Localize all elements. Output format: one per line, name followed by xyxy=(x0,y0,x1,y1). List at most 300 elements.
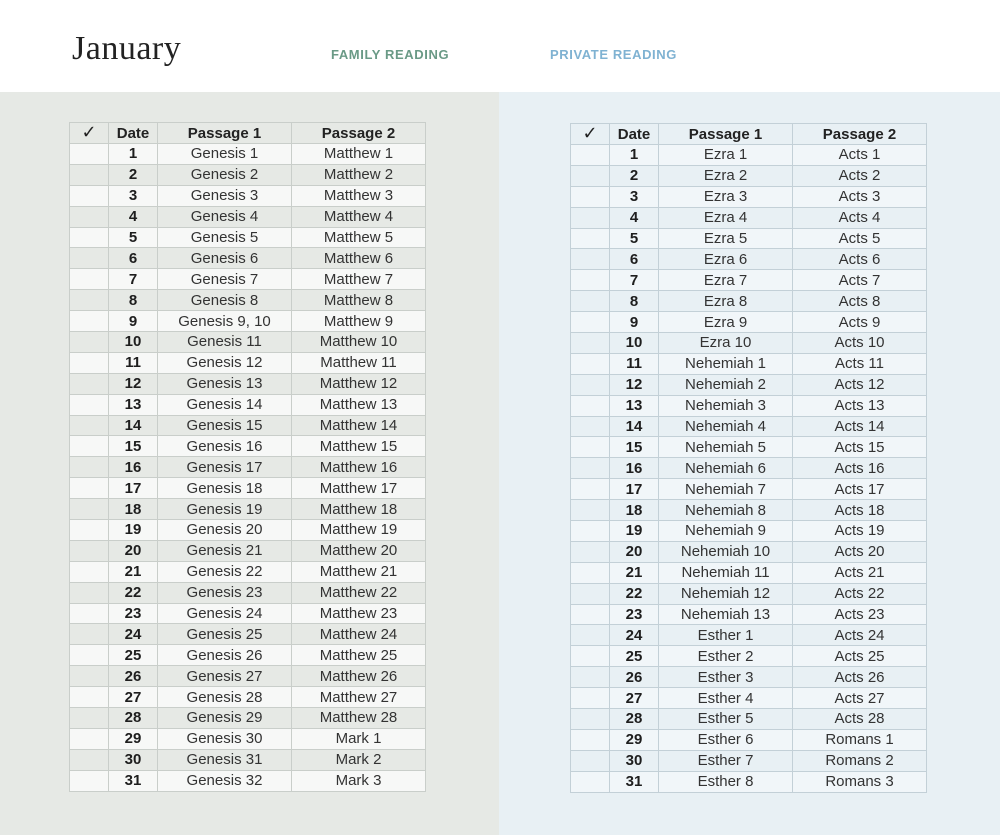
passage2-cell: Acts 1 xyxy=(793,145,927,166)
table-row xyxy=(571,353,927,374)
passage2-cell: Acts 20 xyxy=(793,541,927,562)
date-cell: 7 xyxy=(610,270,659,291)
passage1-cell: Ezra 8 xyxy=(659,291,793,312)
passage2-cell: Matthew 1 xyxy=(292,144,426,165)
check-column-header xyxy=(571,124,610,145)
month-title: January xyxy=(72,30,182,67)
checkbox-cell[interactable] xyxy=(571,771,610,792)
table-row xyxy=(571,374,927,395)
checkbox-cell[interactable] xyxy=(70,770,109,791)
passage2-cell: Matthew 18 xyxy=(292,499,426,520)
table-header-row xyxy=(571,124,927,145)
checkmark-icon: ✓ xyxy=(81,122,97,142)
passage1-cell: Nehemiah 7 xyxy=(659,479,793,500)
table-row xyxy=(70,770,426,791)
passage1-cell: Genesis 28 xyxy=(158,687,292,708)
passage1-cell: Genesis 6 xyxy=(158,248,292,269)
date-cell: 5 xyxy=(109,227,158,248)
family-reading-table xyxy=(69,122,426,792)
checkbox-cell[interactable] xyxy=(70,352,109,373)
passage2-cell: Mark 1 xyxy=(292,728,426,749)
passage1-cell: Genesis 5 xyxy=(158,227,292,248)
date-cell: 13 xyxy=(109,394,158,415)
passage1-cell: Esther 3 xyxy=(659,667,793,688)
passage1-cell: Genesis 19 xyxy=(158,499,292,520)
passage1-cell: Nehemiah 8 xyxy=(659,500,793,521)
table-row xyxy=(571,249,927,270)
passage2-cell: Matthew 19 xyxy=(292,520,426,541)
passage1-cell: Esther 7 xyxy=(659,750,793,771)
table-row xyxy=(571,416,927,437)
table-row xyxy=(70,687,426,708)
checkbox-cell[interactable] xyxy=(70,478,109,499)
checkbox-cell[interactable] xyxy=(70,582,109,603)
passage1-cell: Genesis 26 xyxy=(158,645,292,666)
date-cell: 24 xyxy=(109,624,158,645)
date-cell: 17 xyxy=(610,479,659,500)
passage2-column-header: Passage 2 xyxy=(793,124,927,145)
date-cell: 9 xyxy=(610,312,659,333)
passage2-cell: Acts 2 xyxy=(793,165,927,186)
checkbox-cell[interactable] xyxy=(70,164,109,185)
passage2-cell: Acts 8 xyxy=(793,291,927,312)
date-cell: 29 xyxy=(109,728,158,749)
table-row xyxy=(70,561,426,582)
table-row xyxy=(70,164,426,185)
date-cell: 4 xyxy=(610,207,659,228)
date-cell: 1 xyxy=(610,145,659,166)
passage2-cell: Acts 3 xyxy=(793,186,927,207)
table-row xyxy=(70,582,426,603)
checkbox-cell[interactable] xyxy=(70,290,109,311)
passage2-column-header: Passage 2 xyxy=(292,123,426,144)
passage1-cell: Genesis 18 xyxy=(158,478,292,499)
date-cell: 8 xyxy=(610,291,659,312)
passage2-cell: Matthew 17 xyxy=(292,478,426,499)
date-cell: 31 xyxy=(610,771,659,792)
passage2-cell: Acts 27 xyxy=(793,688,927,709)
table-row xyxy=(571,207,927,228)
passage1-cell: Ezra 2 xyxy=(659,165,793,186)
table-row xyxy=(70,499,426,520)
table-row xyxy=(70,478,426,499)
checkbox-cell[interactable] xyxy=(571,709,610,730)
checkbox-cell[interactable] xyxy=(70,394,109,415)
checkbox-cell[interactable] xyxy=(571,249,610,270)
passage1-cell: Nehemiah 13 xyxy=(659,604,793,625)
date-cell: 28 xyxy=(610,709,659,730)
checkbox-cell[interactable] xyxy=(70,666,109,687)
passage1-cell: Ezra 9 xyxy=(659,312,793,333)
checkbox-cell[interactable] xyxy=(70,520,109,541)
date-cell: 15 xyxy=(109,436,158,457)
date-cell: 3 xyxy=(109,185,158,206)
checkbox-cell[interactable] xyxy=(571,729,610,750)
table-row xyxy=(571,604,927,625)
checkbox-cell[interactable] xyxy=(571,312,610,333)
checkbox-cell[interactable] xyxy=(70,311,109,332)
table-row xyxy=(571,186,927,207)
passage2-cell: Acts 18 xyxy=(793,500,927,521)
passage2-cell: Matthew 14 xyxy=(292,415,426,436)
date-cell: 21 xyxy=(610,562,659,583)
passage1-cell: Genesis 7 xyxy=(158,269,292,290)
passage1-cell: Genesis 30 xyxy=(158,728,292,749)
date-cell: 12 xyxy=(610,374,659,395)
passage1-cell: Nehemiah 9 xyxy=(659,521,793,542)
checkbox-cell[interactable] xyxy=(70,206,109,227)
passage2-cell: Acts 16 xyxy=(793,458,927,479)
passage1-cell: Genesis 3 xyxy=(158,185,292,206)
passage2-cell: Acts 6 xyxy=(793,249,927,270)
checkbox-cell[interactable] xyxy=(70,499,109,520)
passage2-cell: Matthew 27 xyxy=(292,687,426,708)
table-row xyxy=(70,373,426,394)
passage1-cell: Esther 6 xyxy=(659,729,793,750)
checkbox-cell[interactable] xyxy=(571,646,610,667)
date-cell: 12 xyxy=(109,373,158,394)
passage2-cell: Matthew 9 xyxy=(292,311,426,332)
table-row xyxy=(70,603,426,624)
passage1-cell: Genesis 15 xyxy=(158,415,292,436)
private-reading-panel xyxy=(499,92,1000,835)
date-cell: 30 xyxy=(109,749,158,770)
checkbox-cell[interactable] xyxy=(70,332,109,353)
passage1-cell: Ezra 3 xyxy=(659,186,793,207)
table-row xyxy=(571,583,927,604)
checkbox-cell[interactable] xyxy=(571,186,610,207)
passage2-cell: Matthew 6 xyxy=(292,248,426,269)
date-cell: 18 xyxy=(610,500,659,521)
passage2-cell: Acts 4 xyxy=(793,207,927,228)
table-header-row xyxy=(70,123,426,144)
passage2-cell: Matthew 10 xyxy=(292,332,426,353)
checkbox-cell[interactable] xyxy=(571,207,610,228)
date-cell: 16 xyxy=(109,457,158,478)
passage1-cell: Genesis 17 xyxy=(158,457,292,478)
checkbox-cell[interactable] xyxy=(571,270,610,291)
date-cell: 13 xyxy=(610,395,659,416)
table-row xyxy=(70,749,426,770)
checkbox-cell[interactable] xyxy=(70,728,109,749)
passage2-cell: Matthew 16 xyxy=(292,457,426,478)
checkbox-cell[interactable] xyxy=(571,688,610,709)
passage1-cell: Genesis 9, 10 xyxy=(158,311,292,332)
date-cell: 25 xyxy=(109,645,158,666)
passage1-cell: Ezra 7 xyxy=(659,270,793,291)
date-cell: 28 xyxy=(109,708,158,729)
passage1-cell: Esther 4 xyxy=(659,688,793,709)
table-row xyxy=(571,228,927,249)
date-cell: 2 xyxy=(109,164,158,185)
passage1-cell: Genesis 32 xyxy=(158,770,292,791)
passage2-cell: Romans 1 xyxy=(793,729,927,750)
passage2-cell: Acts 13 xyxy=(793,395,927,416)
passage2-cell: Acts 17 xyxy=(793,479,927,500)
checkbox-cell[interactable] xyxy=(571,500,610,521)
table-row xyxy=(70,436,426,457)
checkbox-cell[interactable] xyxy=(70,749,109,770)
table-row xyxy=(571,437,927,458)
passage1-cell: Nehemiah 5 xyxy=(659,437,793,458)
checkbox-cell[interactable] xyxy=(571,228,610,249)
table-row xyxy=(571,458,927,479)
checkbox-cell[interactable] xyxy=(70,561,109,582)
checkbox-cell[interactable] xyxy=(571,479,610,500)
checkbox-cell[interactable] xyxy=(70,227,109,248)
passage1-cell: Esther 8 xyxy=(659,771,793,792)
date-cell: 22 xyxy=(610,583,659,604)
date-cell: 3 xyxy=(610,186,659,207)
passage2-cell: Matthew 24 xyxy=(292,624,426,645)
table-row xyxy=(571,709,927,730)
table-row xyxy=(571,625,927,646)
checkbox-cell[interactable] xyxy=(571,667,610,688)
passage1-cell: Nehemiah 6 xyxy=(659,458,793,479)
date-cell: 20 xyxy=(610,541,659,562)
checkbox-cell[interactable] xyxy=(571,750,610,771)
table-row xyxy=(571,562,927,583)
passage1-cell: Genesis 13 xyxy=(158,373,292,394)
date-cell: 15 xyxy=(610,437,659,458)
date-cell: 27 xyxy=(109,687,158,708)
passage1-cell: Genesis 27 xyxy=(158,666,292,687)
passage1-cell: Ezra 5 xyxy=(659,228,793,249)
passage2-cell: Mark 3 xyxy=(292,770,426,791)
passage2-cell: Acts 19 xyxy=(793,521,927,542)
checkbox-cell[interactable] xyxy=(70,624,109,645)
table-row xyxy=(571,667,927,688)
passage2-cell: Matthew 7 xyxy=(292,269,426,290)
table-row xyxy=(571,688,927,709)
passage1-cell: Ezra 1 xyxy=(659,145,793,166)
date-cell: 7 xyxy=(109,269,158,290)
passage1-cell: Nehemiah 1 xyxy=(659,353,793,374)
checkbox-cell[interactable] xyxy=(70,687,109,708)
checkbox-cell[interactable] xyxy=(70,415,109,436)
date-column-header: Date xyxy=(109,123,158,144)
passage1-cell: Genesis 1 xyxy=(158,144,292,165)
date-cell: 18 xyxy=(109,499,158,520)
table-row xyxy=(70,332,426,353)
table-row xyxy=(571,729,927,750)
date-cell: 17 xyxy=(109,478,158,499)
passage2-cell: Mark 2 xyxy=(292,749,426,770)
date-cell: 14 xyxy=(109,415,158,436)
date-cell: 6 xyxy=(109,248,158,269)
passage2-cell: Acts 22 xyxy=(793,583,927,604)
passage1-column-header: Passage 1 xyxy=(659,124,793,145)
table-row xyxy=(571,333,927,354)
passage1-cell: Genesis 25 xyxy=(158,624,292,645)
passage1-cell: Nehemiah 2 xyxy=(659,374,793,395)
table-row xyxy=(571,500,927,521)
date-cell: 11 xyxy=(610,353,659,374)
date-cell: 20 xyxy=(109,540,158,561)
table-row xyxy=(571,312,927,333)
table-row xyxy=(571,521,927,542)
passage2-cell: Matthew 20 xyxy=(292,540,426,561)
table-row xyxy=(70,415,426,436)
passage2-cell: Acts 7 xyxy=(793,270,927,291)
date-cell: 8 xyxy=(109,290,158,311)
checkbox-cell[interactable] xyxy=(571,165,610,186)
passage2-cell: Acts 28 xyxy=(793,709,927,730)
table-row xyxy=(70,666,426,687)
date-cell: 29 xyxy=(610,729,659,750)
passage1-cell: Nehemiah 4 xyxy=(659,416,793,437)
passage2-cell: Matthew 26 xyxy=(292,666,426,687)
family-reading-label: FAMILY READING xyxy=(331,47,450,62)
passage2-cell: Matthew 23 xyxy=(292,603,426,624)
checkbox-cell[interactable] xyxy=(571,145,610,166)
passage1-cell: Genesis 11 xyxy=(158,332,292,353)
date-cell: 9 xyxy=(109,311,158,332)
passage2-cell: Matthew 25 xyxy=(292,645,426,666)
checkbox-cell[interactable] xyxy=(571,291,610,312)
passage1-cell: Nehemiah 12 xyxy=(659,583,793,604)
passage2-cell: Matthew 12 xyxy=(292,373,426,394)
date-cell: 14 xyxy=(610,416,659,437)
passage2-cell: Matthew 21 xyxy=(292,561,426,582)
passage1-cell: Genesis 8 xyxy=(158,290,292,311)
checkbox-cell[interactable] xyxy=(70,540,109,561)
checkbox-cell[interactable] xyxy=(571,374,610,395)
table-row xyxy=(70,708,426,729)
passage2-cell: Acts 10 xyxy=(793,333,927,354)
checkbox-cell[interactable] xyxy=(70,457,109,478)
checkmark-icon: ✓ xyxy=(582,123,598,143)
passage2-cell: Matthew 5 xyxy=(292,227,426,248)
checkbox-cell[interactable] xyxy=(70,436,109,457)
passage2-cell: Acts 21 xyxy=(793,562,927,583)
table-row xyxy=(571,750,927,771)
passage2-cell: Matthew 2 xyxy=(292,164,426,185)
date-cell: 21 xyxy=(109,561,158,582)
table-row xyxy=(70,290,426,311)
checkbox-cell[interactable] xyxy=(571,521,610,542)
table-row xyxy=(571,479,927,500)
date-cell: 31 xyxy=(109,770,158,791)
table-row xyxy=(70,457,426,478)
table-row xyxy=(571,395,927,416)
private-reading-table xyxy=(570,123,927,793)
passage1-cell: Genesis 21 xyxy=(158,540,292,561)
checkbox-cell[interactable] xyxy=(571,416,610,437)
passage2-cell: Matthew 8 xyxy=(292,290,426,311)
passage1-cell: Genesis 20 xyxy=(158,520,292,541)
table-row xyxy=(70,144,426,165)
passage2-cell: Matthew 11 xyxy=(292,352,426,373)
passage2-cell: Matthew 4 xyxy=(292,206,426,227)
date-cell: 10 xyxy=(109,332,158,353)
passage2-cell: Acts 25 xyxy=(793,646,927,667)
date-cell: 23 xyxy=(610,604,659,625)
passage1-cell: Genesis 31 xyxy=(158,749,292,770)
checkbox-cell[interactable] xyxy=(70,185,109,206)
checkbox-cell[interactable] xyxy=(70,144,109,165)
table-row xyxy=(70,269,426,290)
passage2-cell: Acts 5 xyxy=(793,228,927,249)
date-cell: 25 xyxy=(610,646,659,667)
table-row xyxy=(571,771,927,792)
passage1-cell: Genesis 12 xyxy=(158,352,292,373)
private-reading-label: PRIVATE READING xyxy=(550,47,677,62)
checkbox-cell[interactable] xyxy=(571,562,610,583)
passage1-cell: Esther 1 xyxy=(659,625,793,646)
passage2-cell: Matthew 3 xyxy=(292,185,426,206)
passage1-column-header: Passage 1 xyxy=(158,123,292,144)
table-row xyxy=(70,728,426,749)
passage2-cell: Acts 14 xyxy=(793,416,927,437)
passage1-cell: Genesis 22 xyxy=(158,561,292,582)
checkbox-cell[interactable] xyxy=(571,583,610,604)
date-cell: 26 xyxy=(109,666,158,687)
passage2-cell: Acts 26 xyxy=(793,667,927,688)
date-cell: 23 xyxy=(109,603,158,624)
passage1-cell: Nehemiah 11 xyxy=(659,562,793,583)
passage2-cell: Acts 15 xyxy=(793,437,927,458)
table-row xyxy=(70,248,426,269)
passage2-cell: Matthew 13 xyxy=(292,394,426,415)
checkbox-cell[interactable] xyxy=(70,708,109,729)
passage2-cell: Acts 24 xyxy=(793,625,927,646)
checkbox-cell[interactable] xyxy=(70,603,109,624)
date-cell: 6 xyxy=(610,249,659,270)
table-row xyxy=(70,520,426,541)
date-cell: 2 xyxy=(610,165,659,186)
table-row xyxy=(571,165,927,186)
passage2-cell: Acts 12 xyxy=(793,374,927,395)
passage2-cell: Matthew 28 xyxy=(292,708,426,729)
checkbox-cell[interactable] xyxy=(571,541,610,562)
table-row xyxy=(70,206,426,227)
check-column-header xyxy=(70,123,109,144)
date-cell: 5 xyxy=(610,228,659,249)
passage2-cell: Matthew 15 xyxy=(292,436,426,457)
passage2-cell: Acts 23 xyxy=(793,604,927,625)
passage1-cell: Ezra 10 xyxy=(659,333,793,354)
checkbox-cell[interactable] xyxy=(571,458,610,479)
passage2-cell: Romans 2 xyxy=(793,750,927,771)
checkbox-cell[interactable] xyxy=(571,353,610,374)
checkbox-cell[interactable] xyxy=(70,373,109,394)
table-row xyxy=(571,270,927,291)
passage1-cell: Nehemiah 10 xyxy=(659,541,793,562)
checkbox-cell[interactable] xyxy=(571,437,610,458)
date-cell: 19 xyxy=(109,520,158,541)
passage1-cell: Genesis 14 xyxy=(158,394,292,415)
checkbox-cell[interactable] xyxy=(70,645,109,666)
passage2-cell: Romans 3 xyxy=(793,771,927,792)
page-header xyxy=(0,0,1000,92)
checkbox-cell[interactable] xyxy=(571,625,610,646)
checkbox-cell[interactable] xyxy=(571,333,610,354)
table-row xyxy=(70,540,426,561)
table-row xyxy=(70,185,426,206)
checkbox-cell[interactable] xyxy=(571,395,610,416)
checkbox-cell[interactable] xyxy=(70,248,109,269)
table-row xyxy=(70,311,426,332)
date-cell: 30 xyxy=(610,750,659,771)
checkbox-cell[interactable] xyxy=(571,604,610,625)
passage1-cell: Genesis 4 xyxy=(158,206,292,227)
date-cell: 4 xyxy=(109,206,158,227)
date-cell: 26 xyxy=(610,667,659,688)
table-row xyxy=(70,352,426,373)
checkbox-cell[interactable] xyxy=(70,269,109,290)
date-cell: 1 xyxy=(109,144,158,165)
